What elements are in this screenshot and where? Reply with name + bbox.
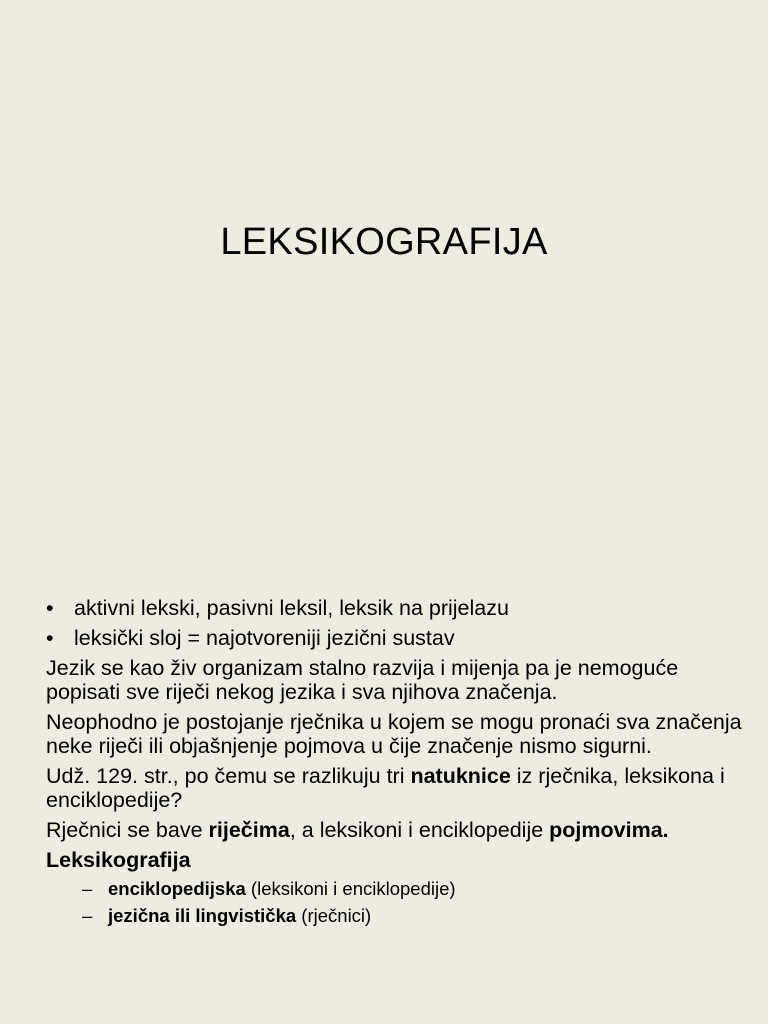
- comparison-bold-words: riječima: [208, 818, 290, 842]
- question-bold-term: natuknice: [410, 764, 511, 788]
- bullet-icon: •: [46, 626, 54, 650]
- sub-item-bold: enciklopedijska: [108, 878, 246, 899]
- bullet-text: aktivni lekski, pasivni leksil, leksik na prijelazu: [74, 596, 509, 620]
- sub-item-bold: jezična ili lingvistička: [108, 905, 297, 926]
- slide-title: LEKSIKOGRAFIJA: [220, 221, 548, 263]
- paragraph-dictionaries-vs-lexicons: [46, 818, 746, 842]
- sub-list-item: [46, 905, 746, 926]
- sub-item-rest: (rječnici): [296, 905, 372, 926]
- bullet-item: [46, 596, 746, 620]
- comparison-text-middle: , a leksikoni i enciklopedije: [289, 818, 550, 842]
- paragraph-language-evolution: Jezik se kao živ organizam stalno razvija i mijenja pa je nemoguće popisati sve riječi nekog jezika i sva njihova značenja.: [46, 656, 679, 704]
- slide-content: [46, 596, 746, 932]
- sub-item-rest: (leksikoni i enciklopedije): [245, 878, 456, 899]
- bullet-text: leksički sloj = najotvoreniji jezični sustav: [74, 626, 455, 650]
- paragraph-textbook-question: [46, 764, 746, 812]
- question-text-before: Udž. 129. str., po čemu se razlikuju tri: [46, 764, 411, 788]
- question-text-after: iz rječnika, leksikona i enciklopedije?: [46, 764, 725, 812]
- lexicography-subheading: Leksikografija: [46, 848, 191, 872]
- dash-icon: –: [82, 905, 93, 926]
- sub-list-item: [46, 878, 746, 899]
- dash-icon: –: [82, 878, 93, 899]
- comparison-bold-concepts: pojmovima.: [549, 818, 669, 842]
- bullet-icon: •: [46, 596, 54, 620]
- comparison-text-before: Rječnici se bave: [46, 818, 209, 842]
- bullet-item: [46, 626, 746, 650]
- paragraph-dictionary-need: Neophodno je postojanje rječnika u kojem se mogu pronaći sva značenja neke riječi ili objašnjenje pojmova u čije značenje nismo sigurni.: [46, 710, 742, 758]
